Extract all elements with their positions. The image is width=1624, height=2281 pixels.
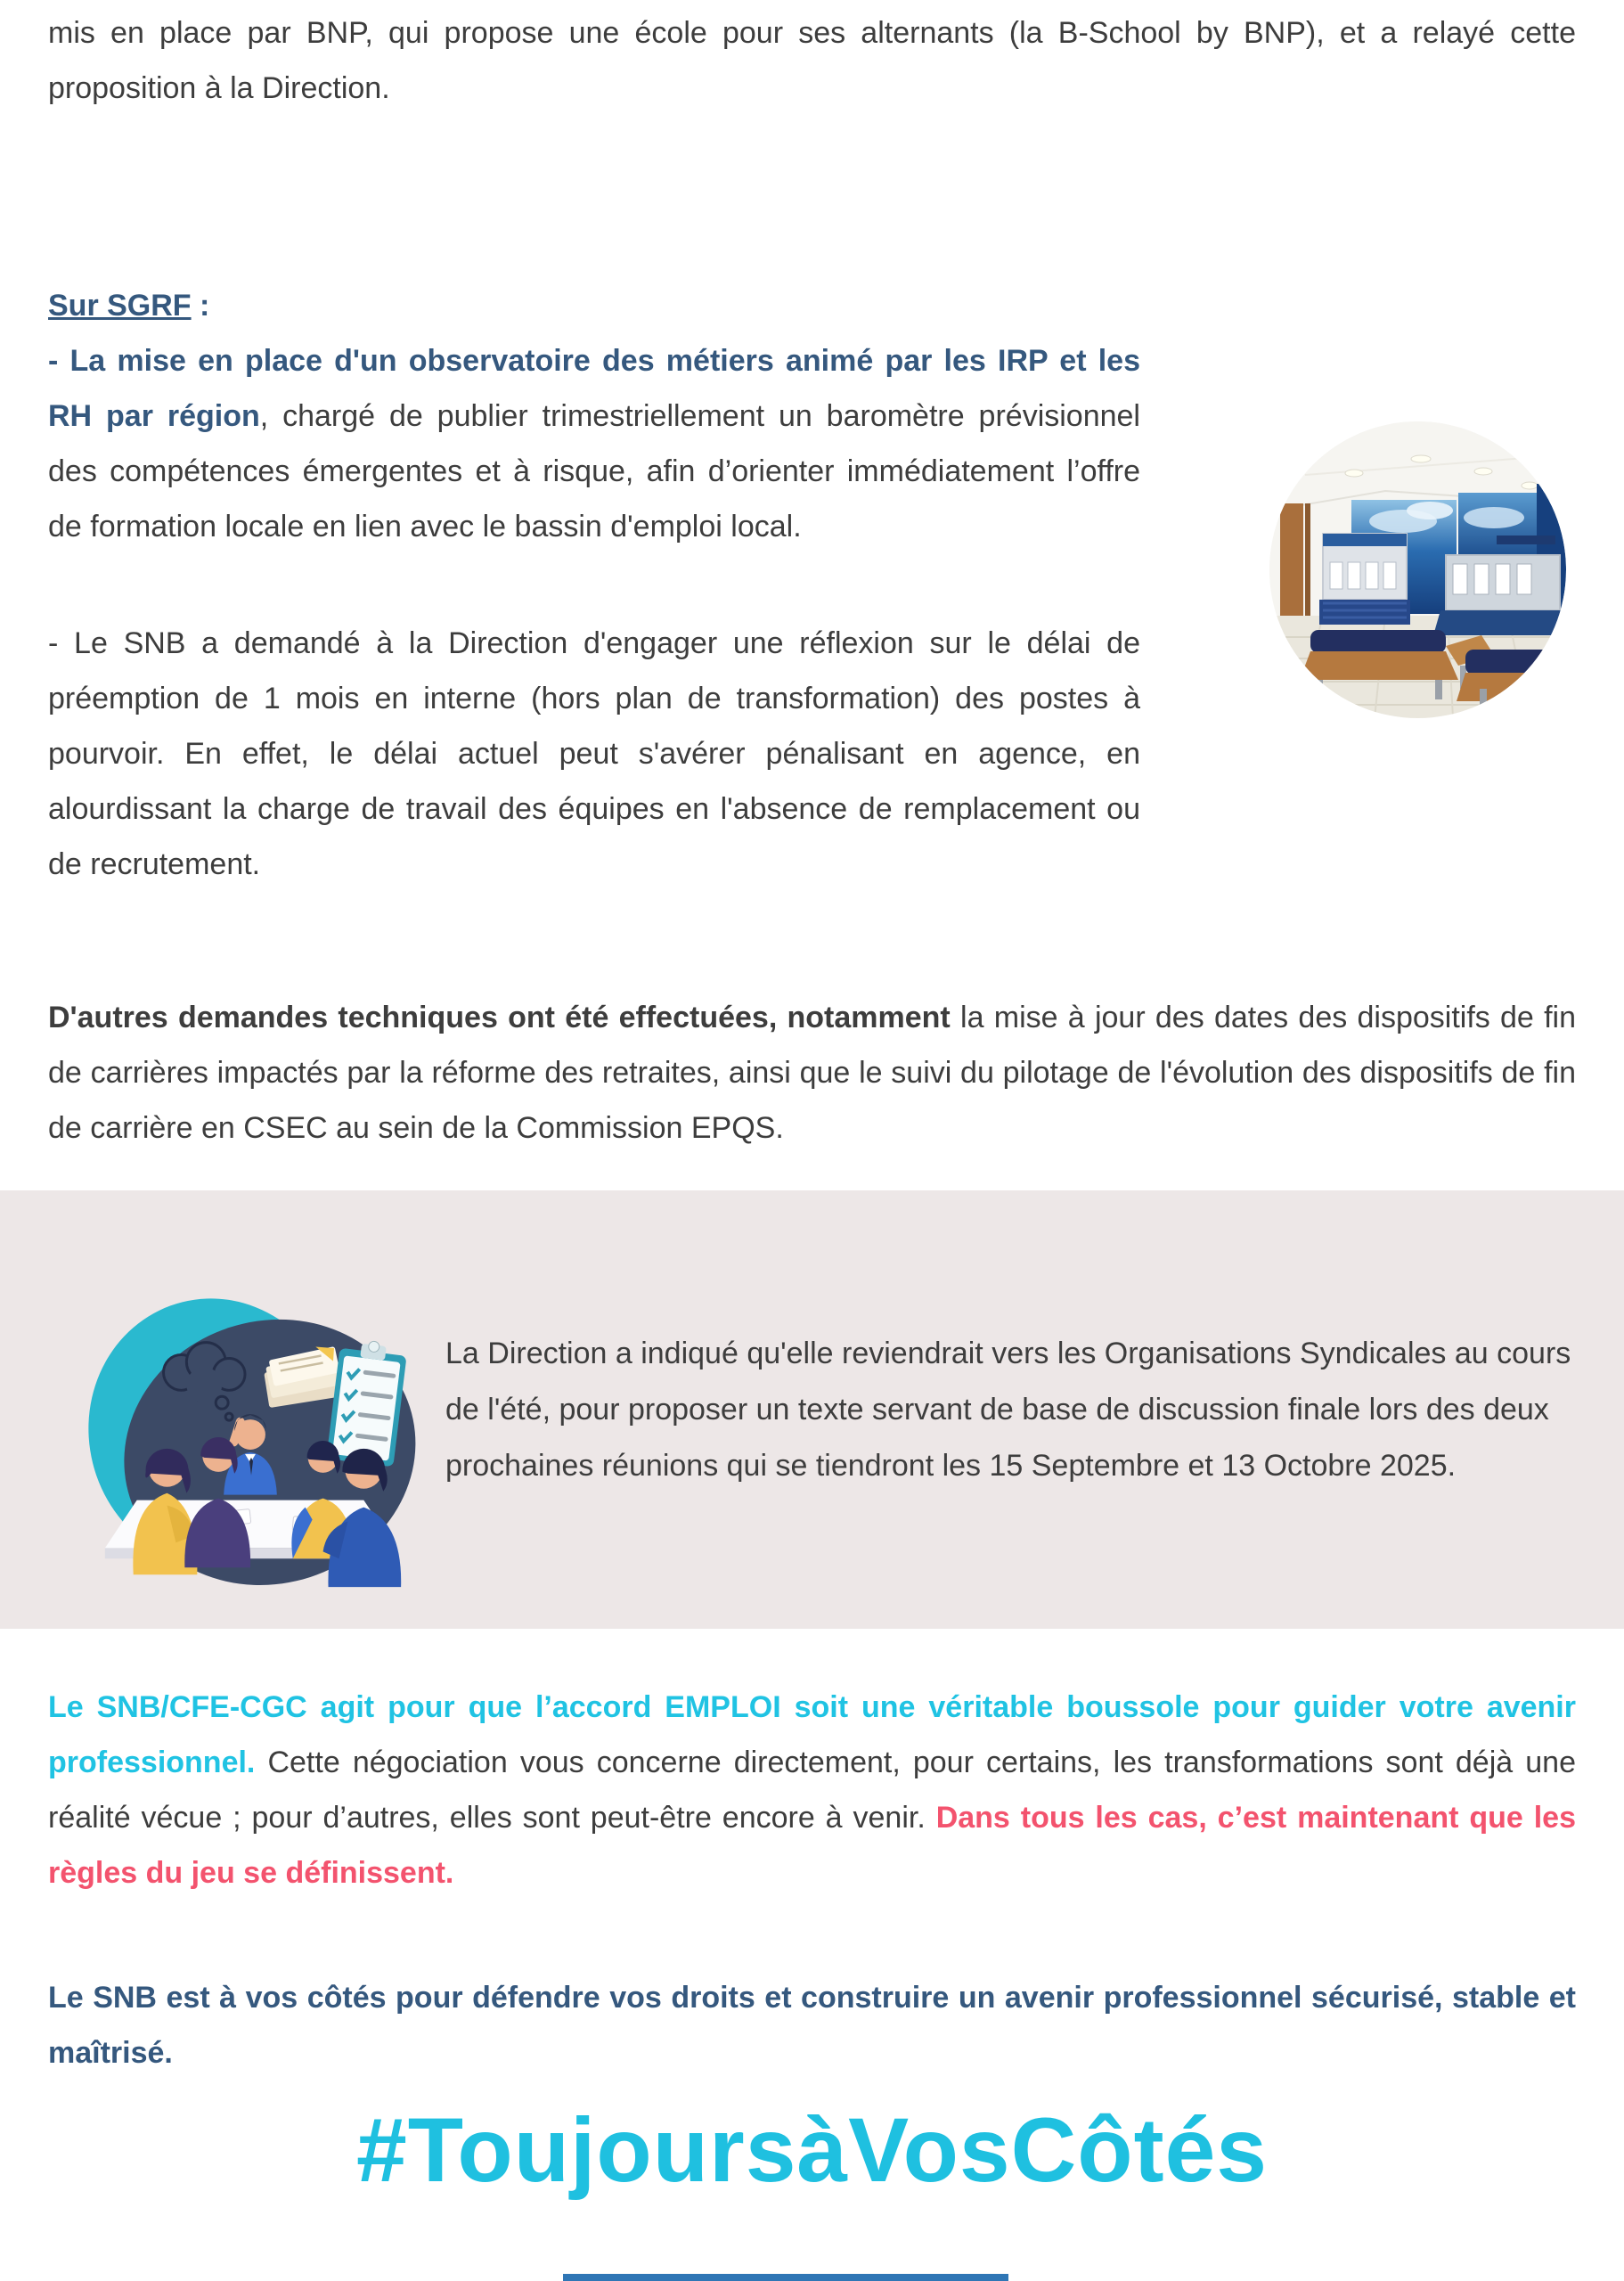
observatoire-paragraph xyxy=(48,333,1140,554)
preemption-text: - Le SNB a demandé à la Direction d'engager une réflexion sur le délai de préemption de 1 mois en interne (hors plan de transformation) des postes à pourvoir. En effet, le délai actuel peut s'avérer pénalisant en agence, en alourdissant la charge de travail des équipes en l'absence de remplacement ou de recrutement. xyxy=(48,626,1140,881)
observatoire-rest-text: , chargé de publier trimestriellement un baromètre prévisionnel des compétences émergentes et à risque, afin d’orienter immédiatement l’offre de formation locale en lien avec le bassin d'emploi local. xyxy=(48,399,1140,544)
conclusion-mid-text: Cette négociation vous concerne directement, pour certains, les transformations sont déjà une réalité vécue ; pour d’autres, elles sont peut-être encore à venir. xyxy=(48,1745,1576,1835)
sgrf-heading-text: Sur SGRF xyxy=(48,289,192,323)
sgrf-heading-colon: : xyxy=(191,289,210,323)
bottom-blue-bar xyxy=(563,2274,1008,2281)
bank-branch-interior-image xyxy=(1269,421,1566,718)
technical-requests-paragraph xyxy=(48,990,1576,1156)
technical-bold-text: D'autres demandes techniques ont été effectuées, notamment xyxy=(48,1001,951,1034)
final-statement-text: Le SNB est à vos côtés pour défendre vos droits et construire un avenir professionnel sécurisé, stable et maîtrisé. xyxy=(48,1981,1576,2070)
meeting-illustration xyxy=(82,1276,419,1607)
intro-text: mis en place par BNP, qui propose une école pour ses alternants (la B-School by BNP), et a relayé cette proposition à la Direction. xyxy=(48,16,1576,105)
final-statement xyxy=(48,1970,1576,2081)
preemption-paragraph xyxy=(48,616,1140,892)
direction-box-text: La Direction a indiqué qu'elle reviendrait vers les Organisations Syndicales au cours de l'été, pour proposer un texte servant de base de discussion finale lors des deux prochaines réunions qui se tiendront les 15 Septembre et 13 Octobre 2025. xyxy=(445,1337,1571,1483)
sgrf-heading xyxy=(48,278,1576,333)
intro-paragraph xyxy=(48,0,1576,116)
conclusion-cyan-text: Le SNB/CFE-CGC agit pour que l’accord EMPLOI soit une véritable boussole pour guider votre avenir professionnel. xyxy=(48,1690,1576,1779)
meeting-around-table-image xyxy=(82,1276,419,1607)
observatoire-bold-text: - La mise en place d'un observatoire des métiers animé par les IRP et les RH par région xyxy=(48,344,1140,433)
conclusion-paragraph xyxy=(48,1680,1576,1901)
conclusion-red-text: Dans tous les cas, c’est maintenant que les règles du jeu se définissent. xyxy=(48,1801,1576,1890)
conclusion-section xyxy=(0,1680,1624,2203)
direction-highlight-box xyxy=(0,1190,1624,1629)
branch-photo xyxy=(1269,421,1566,718)
hashtag-banner: #ToujoursàVosCôtés xyxy=(355,2099,1269,2201)
technical-rest-text: la mise à jour des dates des dispositifs de fin de carrières impactés par la réforme des retraites, ainsi que le suivi du pilotage de l'évolution des dispositifs de fin de carrière en CSEC au sein de la Commission EPQS. xyxy=(48,1001,1577,1145)
